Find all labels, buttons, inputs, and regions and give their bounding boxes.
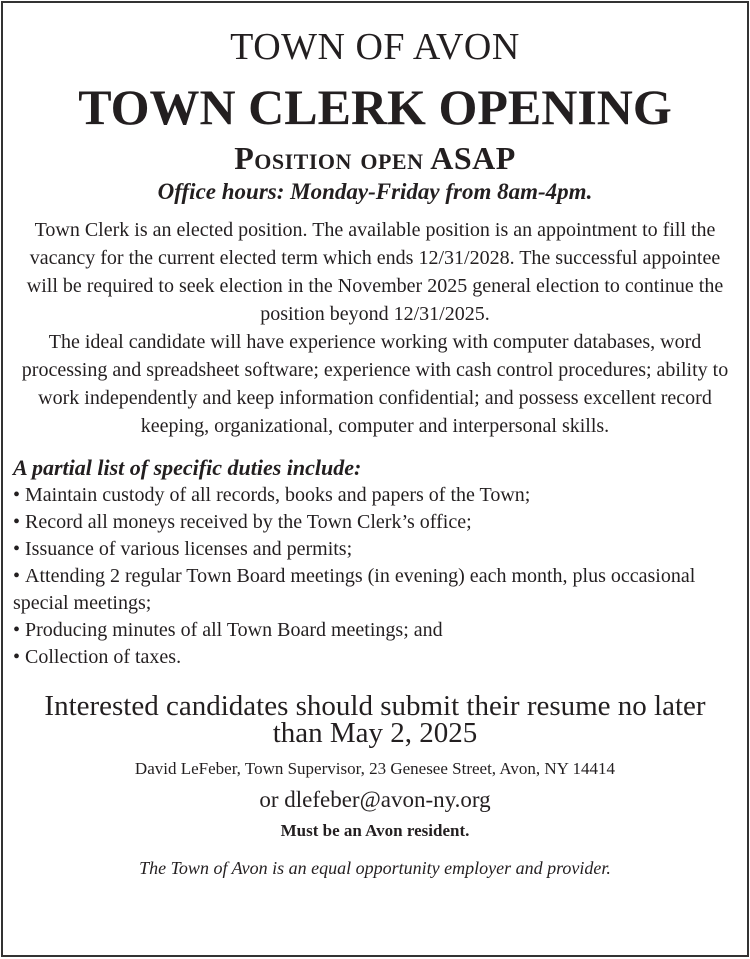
contact-address: David LeFeber, Town Supervisor, 23 Genesee Street, Avon, NY 14414: [134, 759, 616, 778]
equal-opportunity-statement: The Town of Avon is an equal opportunity employer and provider.: [139, 858, 611, 878]
headline: TOWN CLERK OPENING: [78, 79, 672, 135]
description-paragraph-1: Town Clerk is an elected position. The available position is an appointment to fill the vacancy for the current elected term which ends 12/31/2028. The successful appointee will be required to seek election in the November 2025 general election to continue the position beyond 12/31/2025.: [26, 219, 724, 325]
bullet: •: [13, 619, 21, 641]
duty-text: Record all moneys received by the Town Clerk’s office;: [25, 511, 472, 533]
duty-item: [13, 644, 737, 671]
duty-item: [13, 617, 737, 644]
contact-email: or dlefeber@avon-ny.org: [259, 787, 491, 812]
duty-text: Issuance of various licenses and permits;: [25, 538, 353, 560]
office-hours: Office hours: Monday-Friday from 8am-4pm.: [157, 179, 593, 204]
town-name: TOWN OF AVON: [230, 26, 520, 68]
description-paragraph-2: The ideal candidate will have experience working with computer databases, word processing and spreadsheet software; experience with cash control procedures; ability to work independently and keep information confidential; and possess excellent record keeping, organizational, computer and interpersonal skills.: [21, 331, 729, 437]
position-status: Position open ASAP: [234, 140, 516, 176]
bullet: •: [13, 565, 21, 587]
duty-text: Attending 2 regular Town Board meetings (in evening) each month, plus occasional special meetings;: [13, 565, 696, 614]
duty-text: Producing minutes of all Town Board meetings; and: [25, 619, 443, 641]
duties-heading: A partial list of specific duties include:: [13, 455, 362, 480]
bullet: •: [13, 511, 21, 533]
submission-deadline: Interested candidates should submit their resume no later than May 2, 2025: [44, 690, 706, 749]
duty-item: [13, 482, 737, 509]
duty-item: [13, 509, 737, 536]
duties-list: [3, 482, 747, 671]
bullet: •: [13, 538, 21, 560]
job-advertisement: [1, 1, 749, 957]
residency-requirement: Must be an Avon resident.: [280, 821, 470, 840]
duty-text: Collection of taxes.: [25, 646, 182, 668]
duty-text: Maintain custody of all records, books and papers of the Town;: [25, 484, 531, 506]
bullet: •: [13, 484, 21, 506]
duty-item: [13, 563, 737, 617]
duty-item: [13, 536, 737, 563]
bullet: •: [13, 646, 21, 668]
